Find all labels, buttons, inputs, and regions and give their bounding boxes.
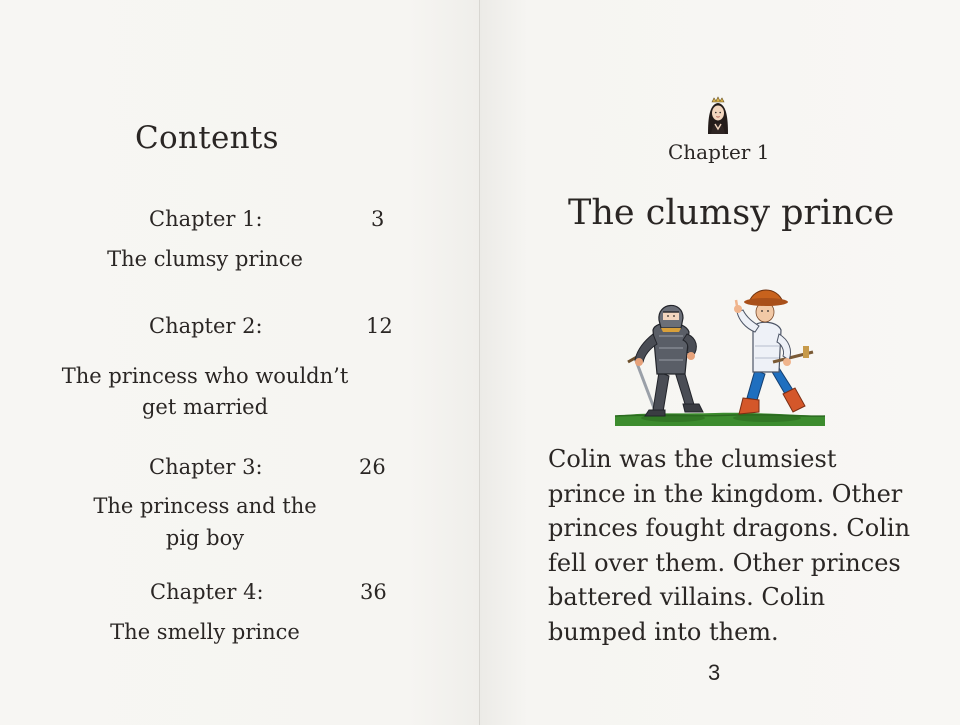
toc-chapter-1-label: Chapter 1: [149, 207, 263, 231]
story-line: Colin was the clumsiest [548, 445, 837, 473]
knight-and-prince-illustration [615, 276, 825, 430]
story-line: bumped into them. [548, 617, 779, 646]
contents-title: Contents [135, 120, 279, 156]
toc-chapter-3-page: 26 [359, 455, 386, 479]
toc-chapter-3-name-line-2: pig boy [165, 526, 245, 550]
toc-chapter-4-page: 36 [360, 580, 387, 604]
knight-figure [628, 305, 703, 416]
toc-chapter-2-name-line-2: get married [141, 395, 269, 419]
toc-chapter-1-name: The clumsy prince [107, 247, 303, 271]
toc-chapter-2-label: Chapter 2: [149, 314, 263, 338]
toc-chapter-4-label: Chapter 4: [150, 580, 264, 604]
toc-chapter-2-name-line-1: The princess who wouldn’t [61, 364, 349, 388]
toc-chapter-3-label: Chapter 3: [149, 455, 263, 479]
page-number: 3 [708, 660, 721, 685]
chapter-label: Chapter 1 [668, 140, 770, 164]
story-line: battered villains. Colin [548, 583, 826, 611]
princess-portrait-icon [700, 96, 736, 136]
story-line: prince in the kingdom. Other [548, 479, 903, 508]
prince-figure [734, 290, 813, 414]
chapter-title: The clumsy prince [568, 193, 895, 233]
toc-chapter-1-page: 3 [371, 207, 385, 231]
toc-chapter-3-name-line-1: The princess and the [93, 494, 317, 518]
story-text [548, 442, 928, 649]
toc-chapter-2-page: 12 [366, 314, 393, 338]
story-line: fell over them. Other princes [548, 548, 901, 577]
story-line: princes fought dragons. Colin [548, 514, 911, 542]
toc-chapter-4-name: The smelly prince [110, 620, 300, 644]
